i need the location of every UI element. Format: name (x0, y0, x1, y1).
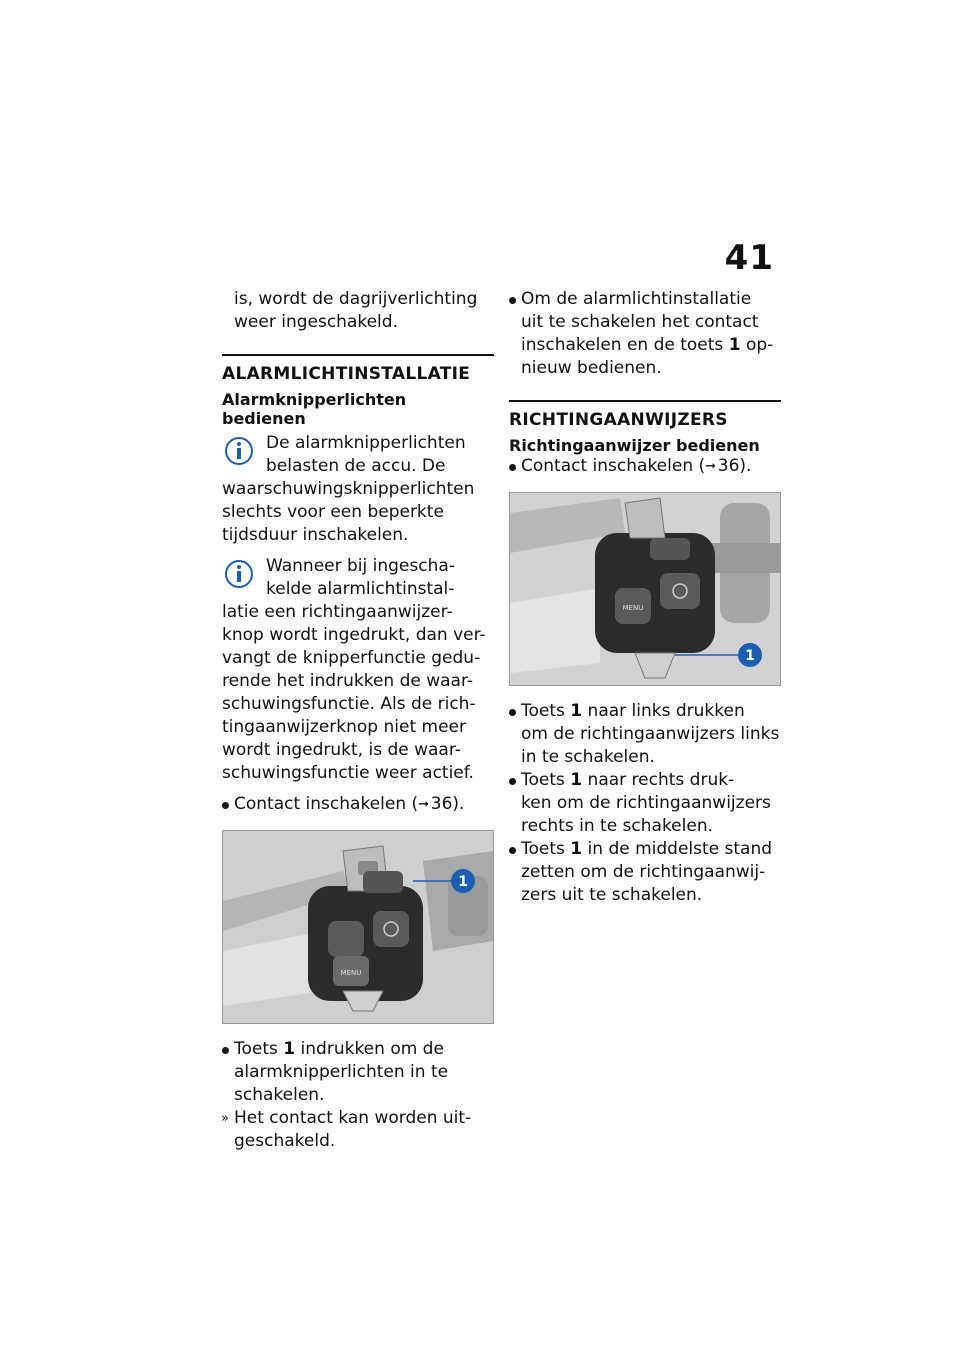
subhead-alarm: Alarmknipperlichten bedienen (222, 390, 407, 428)
arrow-ref-icon: ➞ (418, 797, 430, 812)
note2-line: schuwingsfunctie weer actief. (222, 763, 474, 783)
menu-button-label: MENU (622, 604, 644, 612)
double-chevron-icon: » (221, 1111, 229, 1126)
note2-line: rende het indrukken de waar- (222, 671, 474, 691)
note1-line: slechts voor een beperkte (222, 502, 444, 522)
note1-line: belasten de accu. De (266, 456, 446, 476)
note1-line: tijdsduur inschakelen. (222, 525, 409, 545)
note2-line: tingaanwijzerknop niet meer (222, 717, 466, 737)
note2-line: knop wordt ingedrukt, dan ver- (222, 625, 486, 645)
list-item: Contact inschakelen (➞ 36). (222, 793, 494, 816)
callout-1: 1 (745, 648, 755, 664)
info-note-1 (222, 432, 494, 547)
note2-line: schuwingsfunctie. Als de rich- (222, 694, 476, 714)
arrow-ref-icon: ➞ (705, 459, 717, 474)
bullet-icon (222, 802, 229, 809)
right-column (509, 288, 781, 907)
section-title-alarm: ALARMLICHTINSTALLATIE (222, 354, 494, 384)
menu-button-label: MENU (340, 969, 362, 977)
handlebar-figure-turn (509, 492, 781, 686)
handlebar-switch-illustration (510, 493, 780, 685)
list-item: Contact inschakelen (➞ 36). (509, 455, 781, 478)
intro-line-1: is, wordt de dagrijverlichting (234, 289, 478, 309)
info-note-2 (222, 555, 494, 785)
list-item: Toets 1 indrukken om de alarmknipperlichten in te schakelen. (222, 1038, 494, 1107)
callout-1: 1 (458, 874, 468, 890)
page-number: 41 (724, 238, 774, 278)
bullet-icon (222, 1047, 229, 1054)
note2-line: kelde alarmlichtinstal- (266, 579, 455, 599)
bullet-icon (509, 847, 516, 854)
note2-line: Wanneer bij ingescha- (266, 556, 455, 576)
note2-line: latie een richtingaanwijzer- (222, 602, 453, 622)
info-icon (224, 559, 254, 589)
left-column (222, 288, 494, 1153)
bullet-icon (509, 778, 516, 785)
intro-line-2: weer ingeschakeld. (234, 312, 398, 332)
bullet-icon (509, 709, 516, 716)
note1-line: De alarmknipperlichten (266, 433, 466, 453)
list-item: Om de alarmlichtinstallatie uit te schakelen het contact inschakelen en de toets 1 op- nieuw bedienen. (509, 288, 781, 380)
handlebar-figure-alarm (222, 830, 494, 1024)
section-title-turn: RICHTINGAANWIJZERS (509, 400, 781, 430)
info-icon (224, 436, 254, 466)
note2-line: wordt ingedrukt, is de waar- (222, 740, 461, 760)
bullet-icon (509, 297, 516, 304)
note2-line: vangt de knipperfunctie gedu- (222, 648, 481, 668)
bullet-icon (509, 464, 516, 471)
subhead-turn: Richtingaanwijzer bedienen (509, 436, 760, 455)
handlebar-switch-illustration (223, 831, 493, 1023)
list-item: Toets 1 naar links drukken om de richtingaanwijzers links in te schakelen. (509, 700, 781, 769)
result-item: » Het contact kan worden uit- geschakeld. (221, 1108, 472, 1151)
list-item: Toets 1 in de middelste stand zetten om de richtingaanwij- zers uit te schakelen. (509, 838, 781, 907)
list-item: Toets 1 naar rechts druk- ken om de richtingaanwijzers rechts in te schakelen. (509, 769, 781, 838)
note1-line: waarschuwingsknipperlichten (222, 479, 475, 499)
